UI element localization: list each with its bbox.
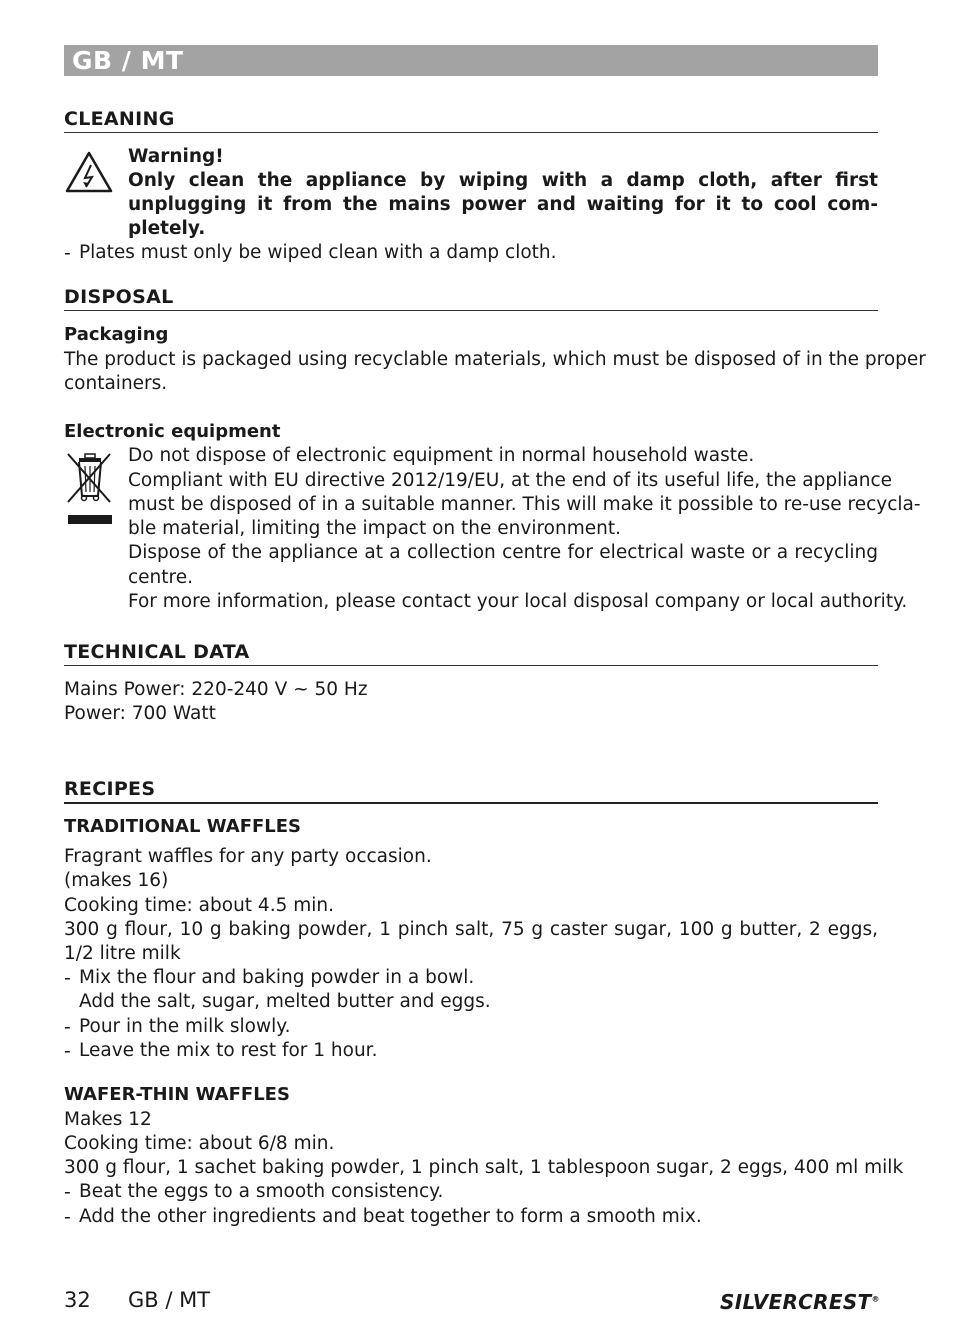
recipe-step: Beat the eggs to a smooth consistency. (79, 1181, 444, 1202)
traditional-heading: TRADITIONAL WAFFLES (64, 816, 302, 837)
warning-icon (64, 150, 114, 194)
bullet-dash: - (64, 967, 71, 989)
weee-bin-icon (64, 450, 114, 526)
recipe-text: Cooking time: about 6/8 min. (64, 1133, 335, 1154)
electronic-text: Do not dispose of electronic equipment in normal household waste. (128, 445, 755, 466)
electronic-heading: Electronic equipment (64, 421, 281, 442)
electronic-text: For more information, please contact your local disposal company or local authority. (128, 591, 908, 612)
recipe-step: Mix the flour and baking powder in a bowl. (79, 967, 475, 988)
disposal-heading: DISPOSAL (64, 286, 878, 311)
wafer-heading: WAFER-THIN WAFFLES (64, 1084, 290, 1105)
electronic-text: ble material, limiting the impact on the environment. (128, 518, 621, 539)
bullet-dash: - (64, 1016, 71, 1038)
recipe-step: Pour in the milk slowly. (79, 1016, 291, 1037)
warning-line: unplugging it from the mains power and waiting for it to cool com- (128, 194, 878, 215)
recipe-text: Fragrant waffles for any party occasion. (64, 846, 432, 867)
recipe-text: Makes 12 (64, 1109, 152, 1130)
page-number: 32 (64, 1288, 91, 1312)
electronic-text: Compliant with EU directive 2012/19/EU, at the end of its useful life, the appliance (128, 470, 893, 491)
recipe-step: Add the other ingredients and beat together to form a smooth mix. (79, 1206, 702, 1227)
bullet-dash: - (64, 1040, 71, 1062)
brand-logo: SILVERCREST® (720, 1290, 880, 1314)
electronic-text: Dispose of the appliance at a collection centre for electrical waste or a recycling (128, 542, 878, 563)
technical-heading: TECHNICAL DATA (64, 641, 878, 666)
brand-logo-text: SILVERCREST (720, 1290, 872, 1314)
packaging-heading: Packaging (64, 324, 169, 345)
header-title: GB / MT (72, 46, 184, 75)
footer-lang: GB / MT (128, 1288, 211, 1312)
technical-line: Mains Power: 220-240 V ~ 50 Hz (64, 679, 368, 700)
bullet-dash: - (64, 242, 71, 264)
recipe-step: Leave the mix to rest for 1 hour. (79, 1040, 378, 1061)
cleaning-bullet: Plates must only be wiped clean with a damp cloth. (79, 242, 557, 263)
bullet-dash: - (64, 1181, 71, 1203)
recipe-text: 300 g flour, 10 g baking powder, 1 pinch salt, 75 g caster sugar, 100 g butter, 2 eggs, (64, 919, 878, 940)
warning-line: pletely. (128, 218, 206, 239)
electronic-text: must be disposed of in a suitable manner. This will make it possible to re-use recycla- (128, 494, 921, 515)
warning-line: Only clean the appliance by wiping with a damp cloth, after first (128, 170, 878, 191)
recipe-text: 300 g flour, 1 sachet baking powder, 1 pinch salt, 1 tablespoon sugar, 2 eggs, 400 ml milk (64, 1157, 904, 1178)
header-band (64, 45, 878, 76)
recipe-text: (makes 16) (64, 870, 169, 891)
cleaning-heading: CLEANING (64, 108, 878, 133)
packaging-text: The product is packaged using recyclable materials, which must be disposed of in the proper (64, 349, 926, 370)
packaging-text: containers. (64, 373, 168, 394)
recipe-text: 1/2 litre milk (64, 943, 181, 964)
warning-title: Warning! (128, 146, 224, 167)
electronic-text: centre. (128, 567, 193, 588)
technical-line: Power: 700 Watt (64, 703, 216, 724)
recipes-heading: RECIPES (64, 778, 878, 804)
recipe-step: Add the salt, sugar, melted butter and eggs. (79, 991, 491, 1012)
recipe-text: Cooking time: about 4.5 min. (64, 895, 334, 916)
bullet-dash: - (64, 1206, 71, 1228)
